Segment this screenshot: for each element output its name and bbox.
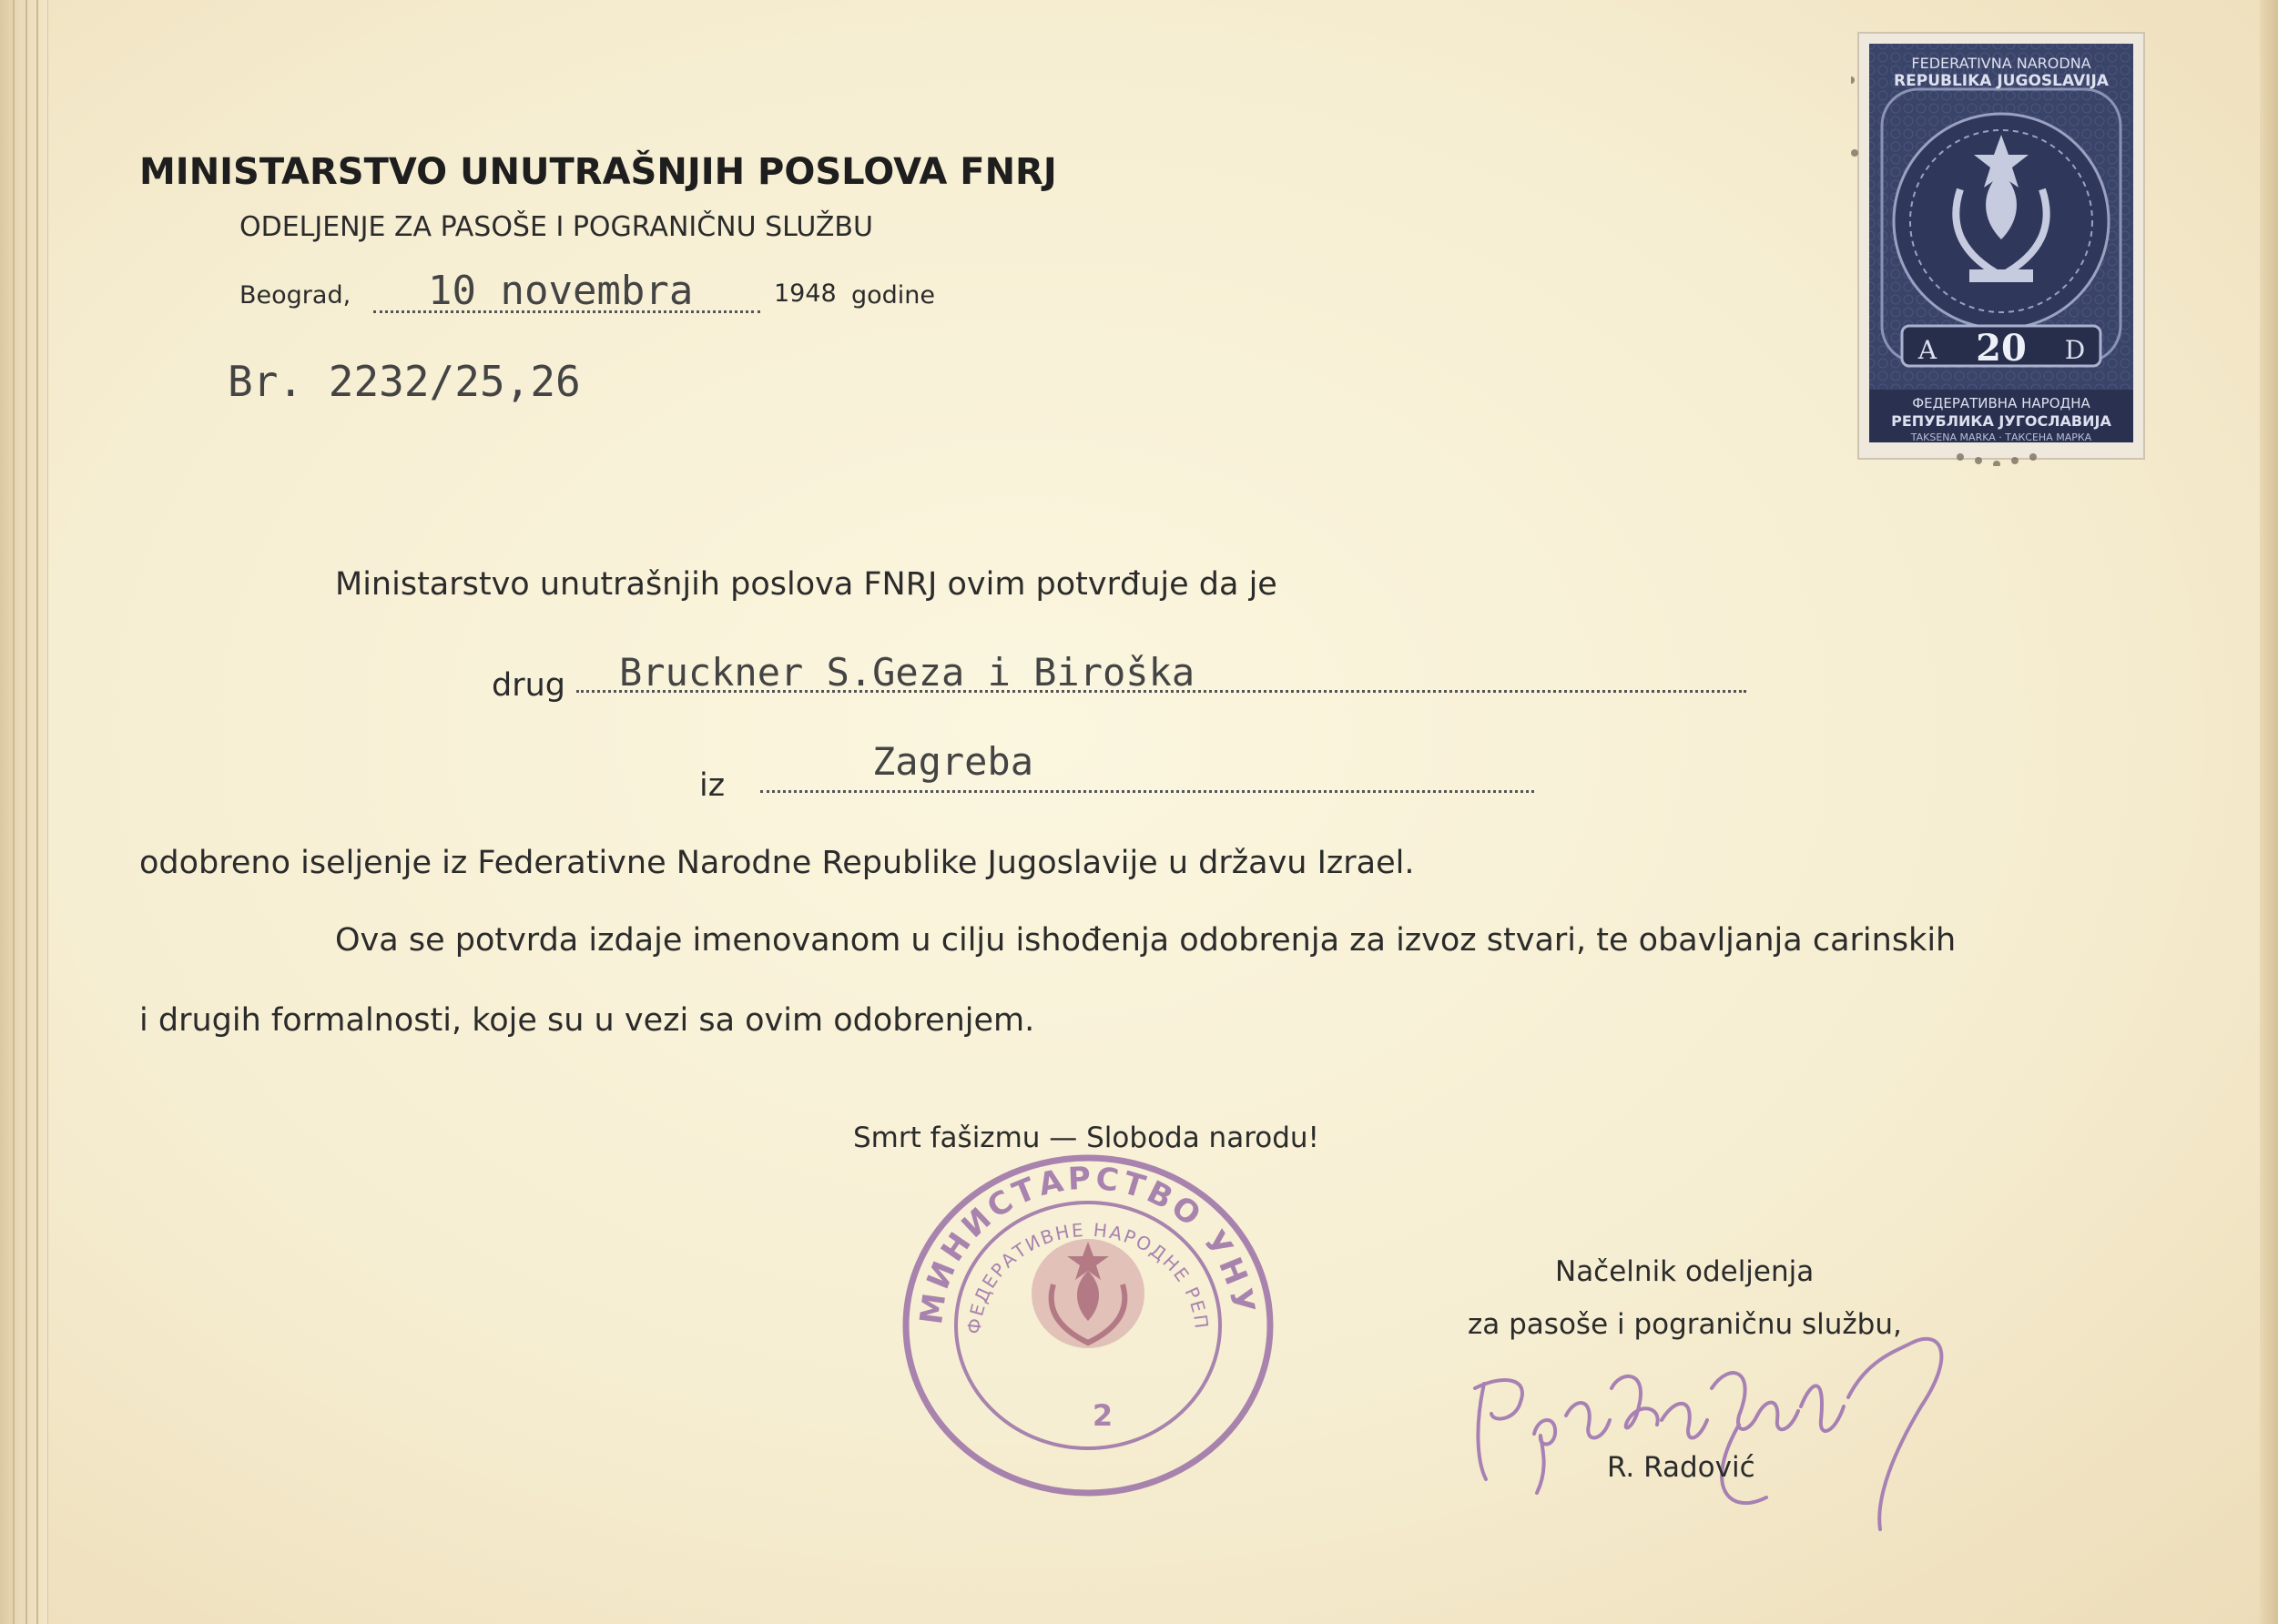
- purpose-text-line1: Ova se potvrda izdaje imenovanom u cilju ishođenja odobrenja za izvoz stvari, te obavljanja carinskih: [335, 922, 1957, 959]
- paper-edge-right: [2260, 0, 2278, 1624]
- seal-number: 2: [1092, 1398, 1114, 1433]
- department-title: ODELJENJE ZA PASOŠE I POGRANIČNU SLUŽBU: [239, 211, 873, 243]
- stamp-caption: TAKSENA MARKA · ТАКСЕНА МАРКА: [1910, 431, 2092, 443]
- ministry-title: MINISTARSTVO UNUTRAŠNJIH POSLOVA FNRJ: [139, 151, 1057, 193]
- signatory-name: R. Radović: [1607, 1451, 1755, 1484]
- place-label: Beograd,: [239, 281, 351, 310]
- reference-number: Br. 2232/25,26: [228, 357, 581, 406]
- paper-edge-line: [13, 0, 15, 1624]
- date-typed: 10 novembra: [428, 268, 694, 314]
- signatory-title-line1: Načelnik odeljenja: [1555, 1255, 1815, 1288]
- seal-outer-text: МИНИСТАРСТВО УНУ: [913, 1160, 1263, 1327]
- signatory-title-line2: za pasoše i pograničnu službu,: [1468, 1308, 1902, 1341]
- year-label: 1948: [774, 279, 837, 308]
- iz-label: iz: [699, 767, 726, 804]
- intro-text: Ministarstvo unutrašnjih poslova FNRJ ovim potvrđuje da je: [335, 566, 1277, 603]
- approval-text: odobreno iseljenje iz Federativne Narodne Republike Jugoslavije u državu Izrael.: [139, 845, 1415, 881]
- year-suffix-label: godine: [851, 281, 936, 310]
- paper-edge-line: [36, 0, 38, 1624]
- paper-edge-line: [25, 0, 27, 1624]
- iz-dotted-line: [760, 790, 1534, 793]
- slogan: Smrt fašizmu — Sloboda narodu!: [853, 1122, 1319, 1154]
- stamp-bottom-line2: РЕПУБЛИКА ЈУГОСЛАВИЈА: [1891, 412, 2111, 430]
- stamp-top-line2: REPUBLIKA JUGOSLAVIJA: [1894, 72, 2109, 90]
- iz-place: Zagreba: [872, 739, 1034, 784]
- signature-graphic: [1466, 1334, 1985, 1543]
- stamp-bottom-line1: ФЕДЕРАТИВНА НАРОДНА: [1912, 395, 2090, 411]
- handwritten-signature: [1466, 1334, 1985, 1543]
- drug-name: Bruckner S.Geza i Biroška: [619, 650, 1195, 695]
- official-seal: [890, 1134, 1286, 1498]
- paper-stack-edge-left: [0, 0, 48, 1624]
- tax-stamp: [1851, 25, 2151, 466]
- stamp-value-left: A: [1917, 335, 1937, 365]
- stamp-top-line1: FEDERATIVNA NARODNA: [1911, 55, 2091, 72]
- seal-inner-text: ФЕДЕРАТИВНЕ НАРОДНЕ РЕП: [962, 1218, 1214, 1335]
- tax-stamp-graphic: [1851, 25, 2151, 466]
- stamp-value: 20: [1976, 327, 2027, 370]
- official-seal-graphic: [890, 1134, 1286, 1498]
- drug-label: drug: [492, 667, 566, 704]
- stamp-value-right: D: [2064, 335, 2086, 365]
- purpose-text-line2: i drugih formalnosti, koje su u vezi sa ovim odobrenjem.: [139, 1002, 1035, 1039]
